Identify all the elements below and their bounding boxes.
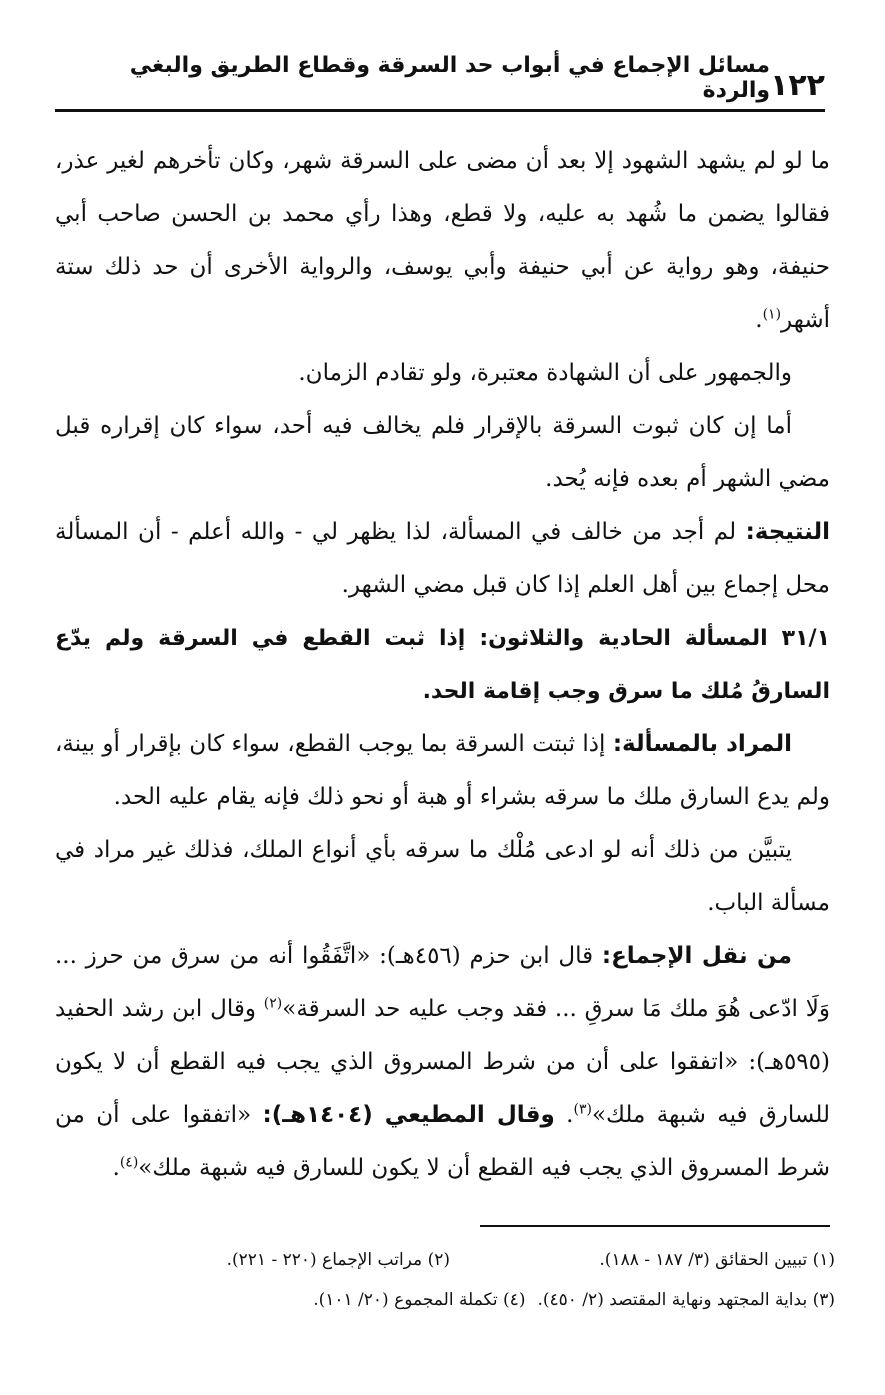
footnote: (٤) تكملة المجموع (٢٠/ ١٠١). <box>313 1290 526 1310</box>
paragraph-text: . <box>755 307 763 333</box>
paragraph-text: . <box>554 1102 574 1128</box>
paragraph-text: . <box>112 1155 120 1181</box>
meaning-label: المراد بالمسألة: <box>612 731 793 757</box>
footnote-row <box>55 1280 835 1320</box>
footnote-ref: (٤) <box>119 1154 139 1171</box>
footnote-ref: (٣) <box>573 1101 592 1118</box>
paragraph-text: «اتفقوا على أن من شرط المسروق الذي يجب فيه القطع أن لا يكون للسارق فيه شبهة ملك» <box>55 1102 830 1181</box>
running-title: مسائل الإجماع في أبواب حد السرقة وقطاع الطريق والبغي والردة <box>129 53 771 103</box>
issue-heading: ٣١/١ المسألة الحادية والثلاثون: إذا ثبت القطع في السرقة ولم يدّع السارقُ مُلك ما سرق وجب إقامة الحد. <box>55 626 830 704</box>
consensus-label: من نقل الإجماع: <box>601 943 792 969</box>
paragraph-text: لم أجد من خالف في المسألة، لذا يظهر لي - والله أعلم - أن المسألة محل إجماع بين أهل العلم إذا كان قبل مضي الشهر. <box>55 519 830 598</box>
paragraph: أما إن كان ثبوت السرقة بالإقرار فلم يخالف فيه أحد، سواء كان إقراره قبل مضي الشهر أم بعده فإنه يُحد. <box>55 413 830 492</box>
footnote-divider <box>480 1225 830 1227</box>
footnote: (١) تبيين الحقائق (٣/ ١٨٧ - ١٨٨). <box>599 1250 835 1270</box>
footnote: (٣) بداية المجتهد ونهاية المقتصد (٢/ ٤٥٠). <box>537 1290 835 1310</box>
paragraph-text: قال ابن حزم (٤٥٦هـ): «اتَّفَقُوا أنه من سرق من حرز ... وَلَا ادّعى هُوَ ملك مَا سرقِ ... فقد وجب عليه حد السرقة» <box>55 943 830 1022</box>
page-number: ١٢٢ <box>770 68 825 103</box>
result-label: النتيجة: <box>745 519 830 545</box>
paragraph-text: إذا ثبتت السرقة بما يوجب القطع، سواء كان بإقرار أو بينة، ولم يدع السارق ملك ما سرقه بشراء أو هبة أو نحو ذلك فإنه يقام عليه الحد. <box>55 731 830 810</box>
paragraph <box>55 135 830 347</box>
page-header <box>55 53 825 112</box>
paragraph-text: وقال ابن رشد الحفيد (٥٩٥هـ): «اتفقوا على أن من شرط المسروق الذي يجب فيه القطع أن لا يكون للسارق فيه شبهة ملك» <box>55 996 830 1128</box>
quote-label: وقال المطيعي (١٤٠٤هـ): <box>262 1102 555 1128</box>
paragraph: يتبيَّن من ذلك أنه لو ادعى مُلْك ما سرقه بأي أنواع الملك، فذلك غير مراد في مسألة الباب. <box>55 837 830 916</box>
paragraph: والجمهور على أن الشهادة معتبرة، ولو تقادم الزمان. <box>298 360 792 386</box>
paragraph <box>55 930 830 1195</box>
footnote-row <box>55 1240 835 1280</box>
paragraph-text: ما لو لم يشهد الشهود إلا بعد أن مضى على السرقة شهر، وكان تأخرهم لغير عذر، فقالوا يضمن ما شُهد به عليه، ولا قطع، وهذا رأي محمد بن الحسن صاحب أبي حنيفة، وهو رواية عن أبي حنيفة وأبي يوسف، والرواية الأخرى أن حد ذلك ستة أشهر <box>55 148 830 333</box>
footnote-ref: (٢) <box>263 995 283 1012</box>
footnotes <box>55 1240 835 1320</box>
footnote: (٢) مراتب الإجماع (٢٢٠ - ٢٢١). <box>226 1250 450 1270</box>
paragraph <box>55 718 830 824</box>
main-text <box>55 135 830 1195</box>
footnote-ref: (١) <box>762 306 782 323</box>
paragraph <box>55 506 830 612</box>
